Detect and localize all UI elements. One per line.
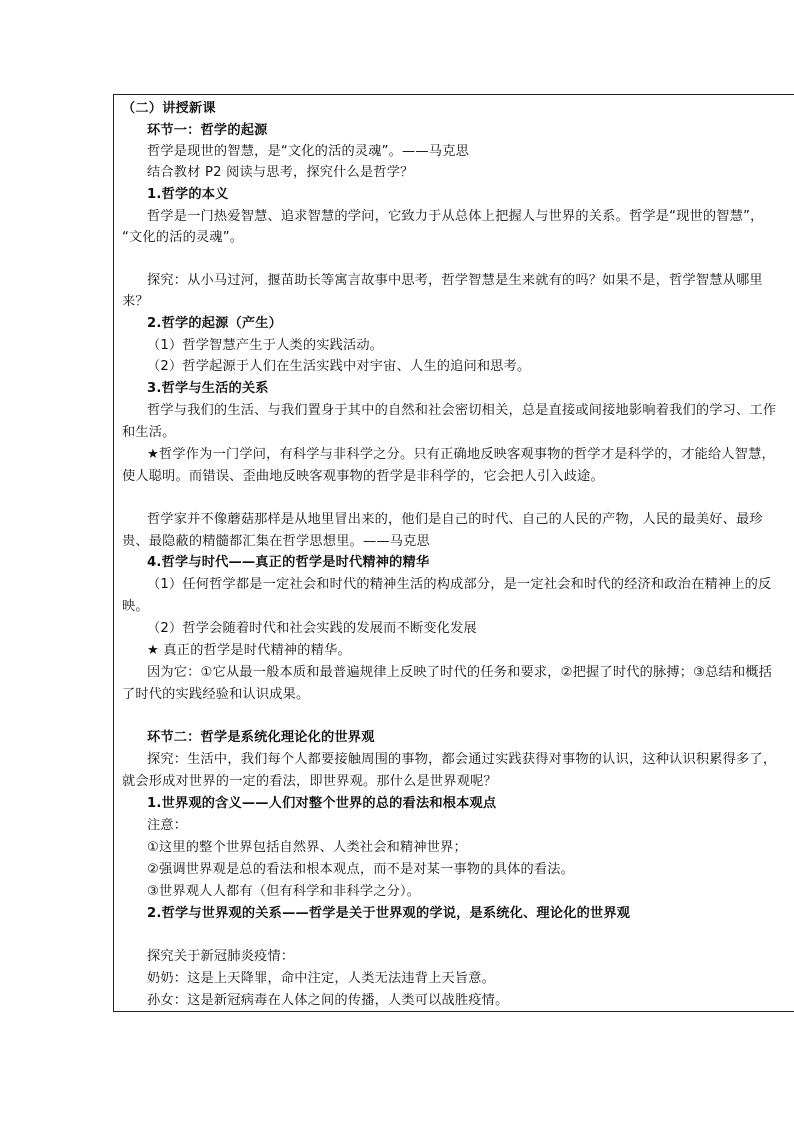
text-line: ★ 真正的哲学是时代精神的精华。 xyxy=(147,643,351,658)
text-line: （1）任何哲学都是一定社会和时代的精神生活的构成部分，是一定社会和时代的经济和政治在精神上的反 xyxy=(147,577,772,592)
section-heading: （二）讲授新课 xyxy=(122,101,216,116)
section-heading: 4.哲学与时代——真正的哲学是时代精神的精华 xyxy=(147,555,430,570)
text-line: 哲学与我们的生活、与我们置身于其中的自然和社会密切相关，总是直接或间接地影响着我们的学习、工作 xyxy=(147,403,777,418)
text-line: 探究关于新冠肺炎疫情： xyxy=(147,949,295,964)
text-line: ①这里的整个世界包括自然界、人类社会和精神世界； xyxy=(147,840,467,855)
text-line: 因为它：①它从最一般本质和最普遍规律上反映了时代的任务和要求，②把握了时代的脉搏；③总结和概括 xyxy=(147,665,773,680)
text-line: 和生活。 xyxy=(122,425,176,440)
text-line: 映。 xyxy=(122,599,149,614)
text-line: 探究：生活中，我们每个人都要接触周围的事物，都会通过实践获得对事物的认识，这种认识积累得多了， xyxy=(147,752,777,767)
text-line: ③世界观人人都有（但有科学和非科学之分）。 xyxy=(147,884,421,899)
text-line: ★哲学作为一门学问，有科学与非科学之分。只有正确地反映客观事物的哲学才是科学的，才能给人智慧， xyxy=(147,447,775,462)
text-line: 结合教材 P2 阅读与思考，探究什么是哲学？ xyxy=(147,165,414,180)
section-heading: 2.哲学的起源（产生） xyxy=(147,316,283,331)
section-heading: 2.哲学与世界观的关系——哲学是关于世界观的学说，是系统化、理论化的世界观 xyxy=(147,906,631,921)
text-line: 孙女：这是新冠病毒在人体之间的传播，人类可以战胜疫情。 xyxy=(147,993,509,1008)
text-line: 了时代的实践经验和认识成果。 xyxy=(122,687,310,702)
text-line: “文化的活的灵魂”。 xyxy=(122,230,244,245)
section-heading: 环节二：哲学是系统化理论化的世界观 xyxy=(147,730,375,745)
text-line: 哲学家并不像蘑菇那样是从地里冒出来的，他们是自己的时代、自己的人民的产物，人民的最美好、最珍 xyxy=(147,512,763,527)
text-line: 使人聪明。而错误、歪曲地反映客观事物的哲学是非科学的，它会把人引入歧途。 xyxy=(122,469,604,484)
text-line: 来？ xyxy=(122,294,149,309)
text-line: 奶奶：这是上天降罪，命中注定，人类无法违背上天旨意。 xyxy=(147,971,496,986)
text-line: （2）哲学起源于人们在生活实践中对宇宙、人生的追问和思考。 xyxy=(147,359,531,374)
lesson-content-frame xyxy=(113,94,794,1012)
text-line: 注意： xyxy=(147,818,188,833)
text-line: 哲学是现世的智慧，是“文化的活的灵魂”。——马克思 xyxy=(147,144,469,159)
section-heading: 环节一：哲学的起源 xyxy=(147,123,268,138)
text-line: 贵、最隐蔽的精髓都汇集在哲学思想里。——马克思 xyxy=(122,534,430,549)
section-heading: 1.世界观的含义——人们对整个世界的总的看法和根本观点 xyxy=(147,796,497,811)
text-line: ②强调世界观是总的看法和根本观点，而不是对某一事物的具体的看法。 xyxy=(147,862,575,877)
text-line: 就会形成对世界的一定的看法，即世界观。那什么是世界观呢？ xyxy=(122,774,497,789)
section-heading: 3.哲学与生活的关系 xyxy=(147,381,269,396)
text-line: （2）哲学会随着时代和社会实践的发展而不断变化发展 xyxy=(147,621,477,636)
text-line: （1）哲学智慧产生于人类的实践活动。 xyxy=(147,338,384,353)
section-heading: 1.哲学的本义 xyxy=(147,187,229,202)
text-line: 探究：从小马过河，揠苗助长等寓言故事中思考，哲学智慧是生来就有的吗？如果不是，哲学智慧从哪里 xyxy=(147,273,763,288)
text-line: 哲学是一门热爱智慧、追求智慧的学问，它致力于从总体上把握人与世界的关系。哲学是“现世的智慧”， xyxy=(147,209,764,224)
